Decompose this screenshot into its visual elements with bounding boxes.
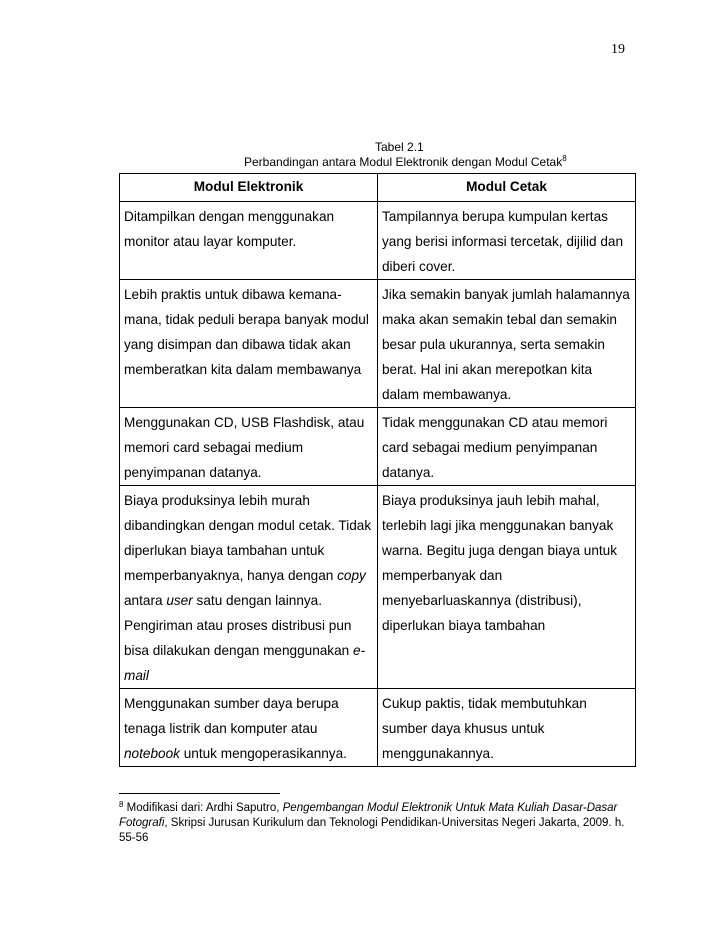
cell-text: Biaya produksinya jauh lebih mahal, terlebih lagi jika menggunakan banyak warna. Begitu juga dengan biaya untuk memperbanyak dan menyebarluaskannya (distribusi), diperlukan biaya tambahan <box>382 493 618 633</box>
footnote-italic-title: Pengembangan Modul Elektronik Untuk Mata Kuliah Dasar-Dasar Fotografi <box>119 802 618 829</box>
comparison-table <box>119 173 636 767</box>
footnote-divider <box>119 793 280 794</box>
italic-term: e-mail <box>124 643 366 683</box>
footnote-segment: Modifikasi dari: Ardhi Saputro, <box>123 802 283 814</box>
table-number: Tabel 2.1 <box>375 140 424 154</box>
cell-text: Biaya produksinya lebih murah dibandingkan dengan modul cetak. Tidak diperlukan biaya tambahan untuk memperbanyaknya, hanya dengan <box>124 493 372 583</box>
cell-modul-elektronik <box>120 202 378 280</box>
cell-modul-elektronik <box>120 689 378 767</box>
cell-modul-elektronik <box>120 408 378 486</box>
table-row <box>120 689 636 767</box>
table-header-row <box>120 174 636 202</box>
footnote-reference: 8 <box>562 154 567 163</box>
table-title <box>244 155 567 170</box>
cell-modul-cetak <box>378 408 636 486</box>
cell-text: Menggunakan sumber daya berupa tenaga listrik dan komputer atau <box>124 696 339 736</box>
table-row <box>120 486 636 689</box>
cell-modul-cetak <box>378 202 636 280</box>
header-modul-cetak: Modul Cetak <box>378 174 636 202</box>
cell-text: Tidak menggunakan CD atau memori card sebagai medium penyimpanan datanya. <box>382 415 608 480</box>
header-modul-elektronik: Modul Elektronik <box>120 174 378 202</box>
italic-term: user <box>166 593 193 608</box>
table-title-text: Perbandingan antara Modul Elektronik dengan Modul Cetak <box>244 155 563 169</box>
italic-term: copy <box>337 568 366 583</box>
cell-text: Ditampilkan dengan menggunakan monitor atau layar komputer. <box>124 209 335 249</box>
table-row <box>120 408 636 486</box>
cell-modul-elektronik <box>120 486 378 689</box>
cell-text: Lebih praktis untuk dibawa kemana-mana, tidak peduli berapa banyak modul yang disimpan dan dibawa tidak akan memberatkan kita dalam membawanya <box>124 287 369 377</box>
cell-modul-elektronik <box>120 280 378 408</box>
cell-text: Cukup paktis, tidak membutuhkan sumber daya khusus untuk menggunakannya. <box>382 696 587 761</box>
cell-modul-cetak <box>378 280 636 408</box>
cell-text: satu dengan lainnya. Pengiriman atau proses distribusi pun bisa dilakukan dengan menggunakan <box>124 593 354 658</box>
italic-term: notebook <box>124 746 180 761</box>
cell-text: Menggunakan CD, USB Flashdisk, atau memori card sebagai medium penyimpanan datanya. <box>124 415 365 480</box>
cell-modul-cetak <box>378 486 636 689</box>
cell-text: antara <box>124 593 167 608</box>
page-number: 19 <box>611 42 625 57</box>
cell-modul-cetak <box>378 689 636 767</box>
table-row <box>120 202 636 280</box>
footnote-segment: , Skripsi Jurusan Kurikulum dan Teknologi Pendidikan-Universitas Negeri Jakarta, 2009. h. 55-56 <box>119 817 625 844</box>
cell-text: Jika semakin banyak jumlah halamannya maka akan semakin tebal dan semakin besar pula ukurannya, serta semakin berat. Hal ini akan merepotkan kita dalam membawanya. <box>382 287 630 402</box>
footnote <box>119 801 639 846</box>
footnote-text <box>119 802 624 844</box>
cell-text: Tampilannya berupa kumpulan kertas yang berisi informasi tercetak, dijilid dan diberi cover. <box>382 209 624 274</box>
footnote-marker: 8 <box>119 800 124 809</box>
table-row <box>120 280 636 408</box>
cell-text: untuk mengoperasikannya. <box>179 746 347 761</box>
